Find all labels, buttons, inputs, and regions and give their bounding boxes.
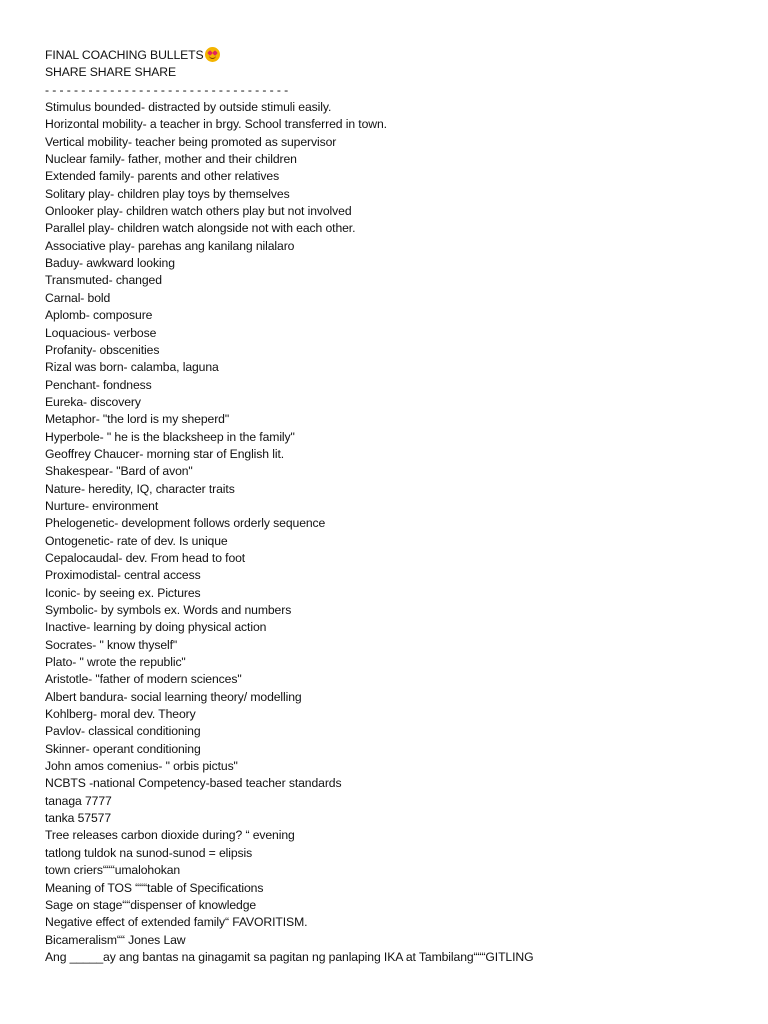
bullet-line: Parallel play- children watch alongside not with each other. [45,221,356,236]
bullet-line: Shakespear- "Bard of avon" [45,464,193,479]
bullet-line: Meaning of TOS “““table of Specifications [45,880,264,895]
bullet-line: Ang _____ay ang bantas na ginagamit sa pagitan ng panlaping IKA at Tambilang“““GITLING [45,949,534,964]
bullet-line: Negative effect of extended family“ FAVORITISM. [45,915,308,930]
bullet-line: NCBTS -national Competency-based teacher standards [45,776,342,791]
document-subtitle: SHARE SHARE SHARE [45,65,177,80]
bullet-line: Ontogenetic- rate of dev. Is unique [45,533,228,548]
bullet-line: Inactive- learning by doing physical action [45,620,267,635]
bullet-line: Nurture- environment [45,498,159,513]
bullet-line: Carnal- bold [45,290,111,305]
bullet-line: Hyperbole- " he is the blacksheep in the family" [45,429,295,444]
bullet-line: Associative play- parehas ang kanilang nilalaro [45,238,295,253]
bullet-line: Vertical mobility- teacher being promoted as supervisor [45,134,337,149]
bullet-line: Plato- " wrote the republic" [45,655,186,670]
bullet-line: Kohlberg- moral dev. Theory [45,707,196,722]
bullet-line: town criers“““umalohokan [45,863,181,878]
bullet-line: Profanity- obscenities [45,342,160,357]
bullet-line: Nuclear family- father, mother and their children [45,152,297,167]
bullet-line: Rizal was born- calamba, laguna [45,360,219,375]
bullet-line: Proximodistal- central access [45,568,201,583]
bullet-line: tanka 57577 [45,811,111,826]
bullet-line: Nature- heredity, IQ, character traits [45,481,235,496]
bullet-line: Stimulus bounded- distracted by outside stimuli easily. [45,100,332,115]
bullet-line: Aristotle- "father of modern sciences" [45,672,242,687]
bullet-line: Geoffrey Chaucer- morning star of English lit. [45,446,285,461]
bullet-list [45,99,745,966]
bullet-line: Solitary play- children play toys by themselves [45,186,290,201]
bullet-line: Aplomb- composure [45,308,153,323]
bullet-line: Onlooker play- children watch others play but not involved [45,204,352,219]
bullet-line: Phelogenetic- development follows orderly sequence [45,516,326,531]
document-body [45,47,745,966]
bullet-line: Iconic- by seeing ex. Pictures [45,585,201,600]
bullet-line: Albert bandura- social learning theory/ modelling [45,689,302,704]
bullet-line: Pavlov- classical conditioning [45,724,201,739]
bullet-line: tanaga 7777 [45,793,112,808]
bullet-line: Transmuted- changed [45,273,162,288]
bullet-line: Tree releases carbon dioxide during? “ evening [45,828,295,843]
bullet-line: Socrates- " know thyself" [45,637,178,652]
document-title-line [45,47,745,64]
bullet-line: Horizontal mobility- a teacher in brgy. School transferred in town. [45,117,387,132]
bullet-line: Bicameralism““ Jones Law [45,932,186,947]
document-title: FINAL COACHING BULLETS [45,48,204,62]
bullet-line: Skinner- operant conditioning [45,741,201,756]
star-struck-face-icon [205,47,220,62]
bullet-line: Eureka- discovery [45,394,141,409]
bullet-line: John amos comenius- " orbis pictus" [45,759,238,774]
bullet-line: Sage on stage““dispenser of knowledge [45,897,257,912]
bullet-line: Metaphor- "the lord is my sheperd" [45,412,230,427]
separator-line: - - - - - - - - - - - - - - - - - - - - - - - - - - - - - - - - - - [45,82,289,97]
bullet-line: Penchant- fondness [45,377,152,392]
bullet-line: Symbolic- by symbols ex. Words and numbers [45,603,292,617]
bullet-line: Cepalocaudal- dev. From head to foot [45,550,246,565]
bullet-line: Baduy- awkward looking [45,256,175,271]
bullet-line: Loquacious- verbose [45,325,157,340]
bullet-line: Extended family- parents and other relatives [45,169,280,184]
bullet-line: tatlong tuldok na sunod-sunod = elipsis [45,845,253,860]
